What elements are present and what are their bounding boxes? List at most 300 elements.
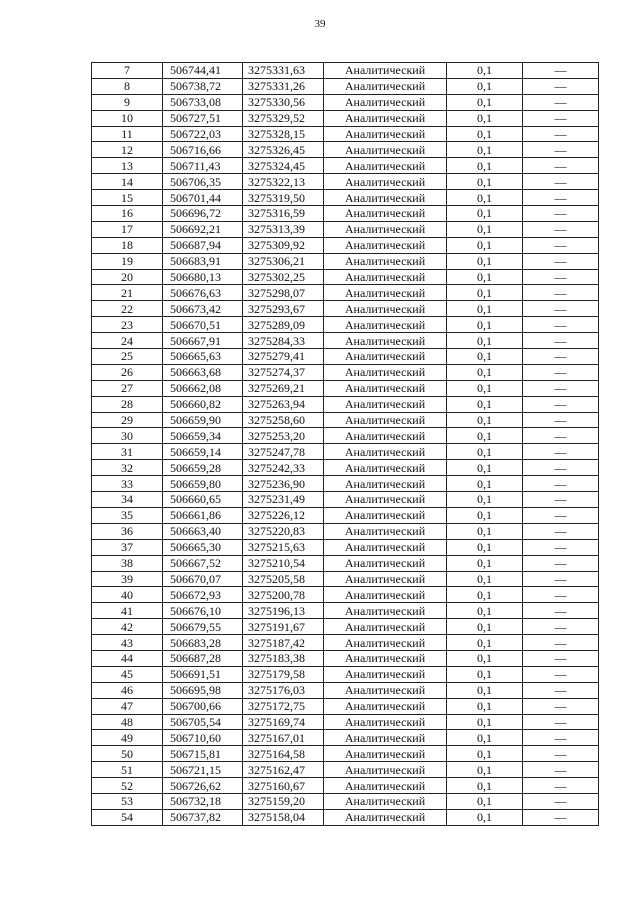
method-cell: Аналитический [324, 476, 447, 492]
note-cell: — [523, 682, 599, 698]
y-coordinate-cell: 3275293,67 [243, 301, 324, 317]
point-number-cell: 50 [92, 746, 163, 762]
method-cell: Аналитический [324, 428, 447, 444]
accuracy-cell: 0,1 [447, 682, 523, 698]
method-cell: Аналитический [324, 333, 447, 349]
table-row [92, 110, 599, 126]
accuracy-cell: 0,1 [447, 94, 523, 110]
point-number-cell: 40 [92, 587, 163, 603]
x-coordinate-cell: 506663,40 [163, 523, 243, 539]
method-cell: Аналитический [324, 142, 447, 158]
point-number-cell: 48 [92, 714, 163, 730]
table-row [92, 730, 599, 746]
note-cell: — [523, 809, 599, 825]
note-cell: — [523, 237, 599, 253]
method-cell: Аналитический [324, 793, 447, 809]
x-coordinate-cell: 506732,18 [163, 793, 243, 809]
y-coordinate-cell: 3275269,21 [243, 380, 324, 396]
accuracy-cell: 0,1 [447, 698, 523, 714]
method-cell: Аналитический [324, 571, 447, 587]
accuracy-cell: 0,1 [447, 428, 523, 444]
method-cell: Аналитический [324, 444, 447, 460]
point-number-cell: 7 [92, 63, 163, 79]
method-cell: Аналитический [324, 809, 447, 825]
x-coordinate-cell: 506676,63 [163, 285, 243, 301]
note-cell: — [523, 190, 599, 206]
point-number-cell: 18 [92, 237, 163, 253]
method-cell: Аналитический [324, 460, 447, 476]
y-coordinate-cell: 3275253,20 [243, 428, 324, 444]
method-cell: Аналитический [324, 364, 447, 380]
note-cell: — [523, 301, 599, 317]
table-row [92, 190, 599, 206]
table-row [92, 364, 599, 380]
point-number-cell: 46 [92, 682, 163, 698]
accuracy-cell: 0,1 [447, 142, 523, 158]
point-number-cell: 32 [92, 460, 163, 476]
accuracy-cell: 0,1 [447, 285, 523, 301]
table-row [92, 94, 599, 110]
y-coordinate-cell: 3275196,13 [243, 603, 324, 619]
note-cell: — [523, 762, 599, 778]
point-number-cell: 31 [92, 444, 163, 460]
x-coordinate-cell: 506683,91 [163, 253, 243, 269]
accuracy-cell: 0,1 [447, 158, 523, 174]
x-coordinate-cell: 506722,03 [163, 126, 243, 142]
note-cell: — [523, 253, 599, 269]
y-coordinate-cell: 3275258,60 [243, 412, 324, 428]
point-number-cell: 43 [92, 635, 163, 651]
accuracy-cell: 0,1 [447, 460, 523, 476]
note-cell: — [523, 317, 599, 333]
point-number-cell: 41 [92, 603, 163, 619]
method-cell: Аналитический [324, 635, 447, 651]
table-row [92, 635, 599, 651]
accuracy-cell: 0,1 [447, 110, 523, 126]
y-coordinate-cell: 3275279,41 [243, 349, 324, 365]
accuracy-cell: 0,1 [447, 126, 523, 142]
x-coordinate-cell: 506738,72 [163, 78, 243, 94]
accuracy-cell: 0,1 [447, 206, 523, 222]
y-coordinate-cell: 3275226,12 [243, 507, 324, 523]
note-cell: — [523, 63, 599, 79]
accuracy-cell: 0,1 [447, 778, 523, 794]
point-number-cell: 20 [92, 269, 163, 285]
table-row [92, 349, 599, 365]
accuracy-cell: 0,1 [447, 317, 523, 333]
x-coordinate-cell: 506659,34 [163, 428, 243, 444]
table-row [92, 460, 599, 476]
point-number-cell: 23 [92, 317, 163, 333]
y-coordinate-cell: 3275316,59 [243, 206, 324, 222]
accuracy-cell: 0,1 [447, 253, 523, 269]
x-coordinate-cell: 506715,81 [163, 746, 243, 762]
table-row [92, 174, 599, 190]
y-coordinate-cell: 3275191,67 [243, 619, 324, 635]
table-row [92, 571, 599, 587]
note-cell: — [523, 444, 599, 460]
y-coordinate-cell: 3275160,67 [243, 778, 324, 794]
method-cell: Аналитический [324, 507, 447, 523]
table-row [92, 333, 599, 349]
point-number-cell: 26 [92, 364, 163, 380]
table-row [92, 221, 599, 237]
x-coordinate-cell: 506687,28 [163, 650, 243, 666]
method-cell: Аналитический [324, 174, 447, 190]
note-cell: — [523, 396, 599, 412]
method-cell: Аналитический [324, 237, 447, 253]
note-cell: — [523, 635, 599, 651]
x-coordinate-cell: 506726,62 [163, 778, 243, 794]
accuracy-cell: 0,1 [447, 650, 523, 666]
point-number-cell: 30 [92, 428, 163, 444]
x-coordinate-cell: 506701,44 [163, 190, 243, 206]
method-cell: Аналитический [324, 492, 447, 508]
y-coordinate-cell: 3275176,03 [243, 682, 324, 698]
y-coordinate-cell: 3275274,37 [243, 364, 324, 380]
coordinates-table [91, 62, 599, 826]
table-row [92, 778, 599, 794]
point-number-cell: 8 [92, 78, 163, 94]
y-coordinate-cell: 3275215,63 [243, 539, 324, 555]
method-cell: Аналитический [324, 78, 447, 94]
table-row [92, 428, 599, 444]
note-cell: — [523, 142, 599, 158]
y-coordinate-cell: 3275329,52 [243, 110, 324, 126]
x-coordinate-cell: 506705,54 [163, 714, 243, 730]
accuracy-cell: 0,1 [447, 635, 523, 651]
x-coordinate-cell: 506696,72 [163, 206, 243, 222]
x-coordinate-cell: 506692,21 [163, 221, 243, 237]
x-coordinate-cell: 506737,82 [163, 809, 243, 825]
note-cell: — [523, 555, 599, 571]
method-cell: Аналитический [324, 94, 447, 110]
x-coordinate-cell: 506661,86 [163, 507, 243, 523]
x-coordinate-cell: 506670,07 [163, 571, 243, 587]
point-number-cell: 51 [92, 762, 163, 778]
x-coordinate-cell: 506679,55 [163, 619, 243, 635]
accuracy-cell: 0,1 [447, 412, 523, 428]
table-row [92, 809, 599, 825]
point-number-cell: 33 [92, 476, 163, 492]
note-cell: — [523, 428, 599, 444]
accuracy-cell: 0,1 [447, 619, 523, 635]
note-cell: — [523, 793, 599, 809]
table-row [92, 206, 599, 222]
x-coordinate-cell: 506659,80 [163, 476, 243, 492]
point-number-cell: 17 [92, 221, 163, 237]
method-cell: Аналитический [324, 126, 447, 142]
y-coordinate-cell: 3275205,58 [243, 571, 324, 587]
accuracy-cell: 0,1 [447, 523, 523, 539]
note-cell: — [523, 174, 599, 190]
note-cell: — [523, 698, 599, 714]
accuracy-cell: 0,1 [447, 666, 523, 682]
point-number-cell: 36 [92, 523, 163, 539]
page-number: 39 [314, 18, 326, 30]
table-row [92, 237, 599, 253]
accuracy-cell: 0,1 [447, 301, 523, 317]
x-coordinate-cell: 506683,28 [163, 635, 243, 651]
y-coordinate-cell: 3275220,83 [243, 523, 324, 539]
note-cell: — [523, 269, 599, 285]
accuracy-cell: 0,1 [447, 63, 523, 79]
x-coordinate-cell: 506711,43 [163, 158, 243, 174]
note-cell: — [523, 650, 599, 666]
method-cell: Аналитический [324, 190, 447, 206]
method-cell: Аналитический [324, 206, 447, 222]
table-row [92, 301, 599, 317]
y-coordinate-cell: 3275169,74 [243, 714, 324, 730]
method-cell: Аналитический [324, 285, 447, 301]
table-row [92, 682, 599, 698]
method-cell: Аналитический [324, 158, 447, 174]
x-coordinate-cell: 506710,60 [163, 730, 243, 746]
point-number-cell: 16 [92, 206, 163, 222]
note-cell: — [523, 507, 599, 523]
method-cell: Аналитический [324, 714, 447, 730]
note-cell: — [523, 603, 599, 619]
note-cell: — [523, 539, 599, 555]
note-cell: — [523, 666, 599, 682]
table-row [92, 317, 599, 333]
point-number-cell: 49 [92, 730, 163, 746]
note-cell: — [523, 349, 599, 365]
table-row [92, 650, 599, 666]
y-coordinate-cell: 3275167,01 [243, 730, 324, 746]
point-number-cell: 22 [92, 301, 163, 317]
table-row [92, 698, 599, 714]
note-cell: — [523, 730, 599, 746]
note-cell: — [523, 587, 599, 603]
note-cell: — [523, 523, 599, 539]
point-number-cell: 37 [92, 539, 163, 555]
note-cell: — [523, 78, 599, 94]
x-coordinate-cell: 506691,51 [163, 666, 243, 682]
x-coordinate-cell: 506687,94 [163, 237, 243, 253]
table-row [92, 793, 599, 809]
accuracy-cell: 0,1 [447, 507, 523, 523]
method-cell: Аналитический [324, 380, 447, 396]
point-number-cell: 11 [92, 126, 163, 142]
x-coordinate-cell: 506665,63 [163, 349, 243, 365]
y-coordinate-cell: 3275242,33 [243, 460, 324, 476]
note-cell: — [523, 221, 599, 237]
y-coordinate-cell: 3275313,39 [243, 221, 324, 237]
note-cell: — [523, 94, 599, 110]
note-cell: — [523, 206, 599, 222]
point-number-cell: 52 [92, 778, 163, 794]
point-number-cell: 29 [92, 412, 163, 428]
y-coordinate-cell: 3275289,09 [243, 317, 324, 333]
x-coordinate-cell: 506670,51 [163, 317, 243, 333]
point-number-cell: 28 [92, 396, 163, 412]
y-coordinate-cell: 3275322,13 [243, 174, 324, 190]
note-cell: — [523, 158, 599, 174]
point-number-cell: 34 [92, 492, 163, 508]
x-coordinate-cell: 506665,30 [163, 539, 243, 555]
table-row [92, 666, 599, 682]
accuracy-cell: 0,1 [447, 174, 523, 190]
y-coordinate-cell: 3275328,15 [243, 126, 324, 142]
method-cell: Аналитический [324, 555, 447, 571]
method-cell: Аналитический [324, 746, 447, 762]
method-cell: Аналитический [324, 682, 447, 698]
point-number-cell: 44 [92, 650, 163, 666]
point-number-cell: 15 [92, 190, 163, 206]
note-cell: — [523, 619, 599, 635]
table-row [92, 269, 599, 285]
table-row [92, 762, 599, 778]
method-cell: Аналитический [324, 523, 447, 539]
method-cell: Аналитический [324, 349, 447, 365]
table-row [92, 476, 599, 492]
method-cell: Аналитический [324, 762, 447, 778]
point-number-cell: 39 [92, 571, 163, 587]
method-cell: Аналитический [324, 110, 447, 126]
accuracy-cell: 0,1 [447, 380, 523, 396]
x-coordinate-cell: 506716,66 [163, 142, 243, 158]
method-cell: Аналитический [324, 396, 447, 412]
x-coordinate-cell: 506700,66 [163, 698, 243, 714]
x-coordinate-cell: 506659,14 [163, 444, 243, 460]
x-coordinate-cell: 506660,65 [163, 492, 243, 508]
table-row [92, 714, 599, 730]
method-cell: Аналитический [324, 269, 447, 285]
y-coordinate-cell: 3275298,07 [243, 285, 324, 301]
y-coordinate-cell: 3275302,25 [243, 269, 324, 285]
x-coordinate-cell: 506733,08 [163, 94, 243, 110]
accuracy-cell: 0,1 [447, 190, 523, 206]
y-coordinate-cell: 3275326,45 [243, 142, 324, 158]
accuracy-cell: 0,1 [447, 349, 523, 365]
accuracy-cell: 0,1 [447, 793, 523, 809]
point-number-cell: 27 [92, 380, 163, 396]
table-row [92, 539, 599, 555]
accuracy-cell: 0,1 [447, 714, 523, 730]
y-coordinate-cell: 3275172,75 [243, 698, 324, 714]
note-cell: — [523, 492, 599, 508]
point-number-cell: 54 [92, 809, 163, 825]
point-number-cell: 19 [92, 253, 163, 269]
method-cell: Аналитический [324, 587, 447, 603]
x-coordinate-cell: 506721,15 [163, 762, 243, 778]
x-coordinate-cell: 506662,08 [163, 380, 243, 396]
x-coordinate-cell: 506659,90 [163, 412, 243, 428]
y-coordinate-cell: 3275331,63 [243, 63, 324, 79]
y-coordinate-cell: 3275183,38 [243, 650, 324, 666]
point-number-cell: 21 [92, 285, 163, 301]
point-number-cell: 45 [92, 666, 163, 682]
accuracy-cell: 0,1 [447, 364, 523, 380]
point-number-cell: 24 [92, 333, 163, 349]
table-row [92, 285, 599, 301]
note-cell: — [523, 110, 599, 126]
x-coordinate-cell: 506744,41 [163, 63, 243, 79]
table-row [92, 523, 599, 539]
accuracy-cell: 0,1 [447, 746, 523, 762]
x-coordinate-cell: 506667,91 [163, 333, 243, 349]
point-number-cell: 25 [92, 349, 163, 365]
y-coordinate-cell: 3275324,45 [243, 158, 324, 174]
accuracy-cell: 0,1 [447, 476, 523, 492]
accuracy-cell: 0,1 [447, 333, 523, 349]
accuracy-cell: 0,1 [447, 603, 523, 619]
point-number-cell: 42 [92, 619, 163, 635]
point-number-cell: 9 [92, 94, 163, 110]
table-row [92, 555, 599, 571]
accuracy-cell: 0,1 [447, 571, 523, 587]
note-cell: — [523, 714, 599, 730]
y-coordinate-cell: 3275162,47 [243, 762, 324, 778]
coordinates-table-body [92, 63, 599, 826]
y-coordinate-cell: 3275164,58 [243, 746, 324, 762]
method-cell: Аналитический [324, 253, 447, 269]
note-cell: — [523, 460, 599, 476]
table-row [92, 603, 599, 619]
point-number-cell: 14 [92, 174, 163, 190]
table-row [92, 412, 599, 428]
point-number-cell: 35 [92, 507, 163, 523]
note-cell: — [523, 476, 599, 492]
table-row [92, 78, 599, 94]
accuracy-cell: 0,1 [447, 587, 523, 603]
note-cell: — [523, 746, 599, 762]
y-coordinate-cell: 3275231,49 [243, 492, 324, 508]
note-cell: — [523, 364, 599, 380]
accuracy-cell: 0,1 [447, 221, 523, 237]
table-row [92, 444, 599, 460]
table-row [92, 492, 599, 508]
y-coordinate-cell: 3275319,50 [243, 190, 324, 206]
note-cell: — [523, 380, 599, 396]
x-coordinate-cell: 506667,52 [163, 555, 243, 571]
point-number-cell: 47 [92, 698, 163, 714]
method-cell: Аналитический [324, 730, 447, 746]
method-cell: Аналитический [324, 539, 447, 555]
table-row [92, 746, 599, 762]
y-coordinate-cell: 3275263,94 [243, 396, 324, 412]
table-row [92, 253, 599, 269]
note-cell: — [523, 778, 599, 794]
accuracy-cell: 0,1 [447, 269, 523, 285]
x-coordinate-cell: 506663,68 [163, 364, 243, 380]
x-coordinate-cell: 506660,82 [163, 396, 243, 412]
accuracy-cell: 0,1 [447, 809, 523, 825]
accuracy-cell: 0,1 [447, 237, 523, 253]
table-row [92, 507, 599, 523]
note-cell: — [523, 285, 599, 301]
accuracy-cell: 0,1 [447, 762, 523, 778]
method-cell: Аналитический [324, 221, 447, 237]
y-coordinate-cell: 3275200,78 [243, 587, 324, 603]
point-number-cell: 10 [92, 110, 163, 126]
x-coordinate-cell: 506706,35 [163, 174, 243, 190]
y-coordinate-cell: 3275179,58 [243, 666, 324, 682]
y-coordinate-cell: 3275330,56 [243, 94, 324, 110]
x-coordinate-cell: 506676,10 [163, 603, 243, 619]
method-cell: Аналитический [324, 412, 447, 428]
method-cell: Аналитический [324, 63, 447, 79]
y-coordinate-cell: 3275187,42 [243, 635, 324, 651]
x-coordinate-cell: 506727,51 [163, 110, 243, 126]
point-number-cell: 38 [92, 555, 163, 571]
x-coordinate-cell: 506673,42 [163, 301, 243, 317]
table-row [92, 396, 599, 412]
note-cell: — [523, 126, 599, 142]
accuracy-cell: 0,1 [447, 396, 523, 412]
note-cell: — [523, 333, 599, 349]
